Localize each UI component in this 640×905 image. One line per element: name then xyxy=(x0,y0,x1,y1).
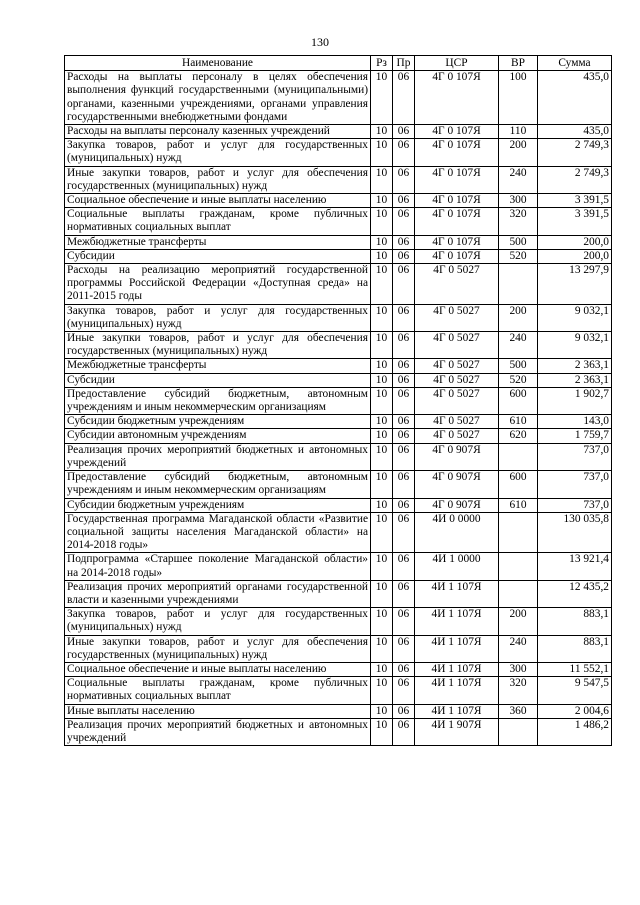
cell-csr: 4Г 0 107Я xyxy=(415,235,499,249)
cell-csr: 4И 1 107Я xyxy=(415,580,499,607)
table-row xyxy=(65,704,612,718)
cell-vr: 620 xyxy=(499,429,538,443)
cell-sum: 13 921,4 xyxy=(538,553,612,580)
cell-name: Расходы на выплаты персоналу казенных учреждений xyxy=(65,125,371,139)
cell-vr: 610 xyxy=(499,498,538,512)
cell-csr: 4И 1 107Я xyxy=(415,662,499,676)
cell-sum: 435,0 xyxy=(538,71,612,125)
cell-name: Реализация прочих мероприятий бюджетных и автономных учреждений xyxy=(65,718,371,745)
cell-vr: 520 xyxy=(499,249,538,263)
cell-rz: 10 xyxy=(371,580,393,607)
table-row xyxy=(65,264,612,305)
cell-sum: 883,1 xyxy=(538,635,612,662)
cell-pr: 06 xyxy=(393,429,415,443)
header-vr: ВР xyxy=(499,56,538,71)
cell-vr: 520 xyxy=(499,373,538,387)
cell-csr: 4И 1 107Я xyxy=(415,677,499,704)
cell-pr: 06 xyxy=(393,125,415,139)
cell-pr: 06 xyxy=(393,580,415,607)
cell-name: Иные закупки товаров, работ и услуг для обеспечения государственных (муниципальных) нужд xyxy=(65,166,371,193)
cell-pr: 06 xyxy=(393,498,415,512)
cell-csr: 4Г 0 907Я xyxy=(415,498,499,512)
table-row xyxy=(65,235,612,249)
cell-csr: 4Г 0 107Я xyxy=(415,194,499,208)
cell-sum: 737,0 xyxy=(538,471,612,498)
cell-vr: 240 xyxy=(499,635,538,662)
page-number: 130 xyxy=(311,35,329,49)
cell-pr: 06 xyxy=(393,166,415,193)
cell-rz: 10 xyxy=(371,704,393,718)
cell-vr: 100 xyxy=(499,71,538,125)
table-row xyxy=(65,359,612,373)
cell-vr xyxy=(499,512,538,553)
cell-sum: 11 552,1 xyxy=(538,662,612,676)
table-row xyxy=(65,373,612,387)
table-row xyxy=(65,166,612,193)
cell-name: Межбюджетные трансферты xyxy=(65,359,371,373)
cell-name: Закупка товаров, работ и услуг для государственных (муниципальных) нужд xyxy=(65,139,371,166)
cell-vr xyxy=(499,580,538,607)
cell-name: Социальные выплаты гражданам, кроме публичных нормативных социальных выплат xyxy=(65,677,371,704)
cell-pr: 06 xyxy=(393,718,415,745)
table-row xyxy=(65,304,612,331)
cell-rz: 10 xyxy=(371,235,393,249)
cell-name: Предоставление субсидий бюджетным, автономным учреждениям и иным некоммерческим организациям xyxy=(65,471,371,498)
cell-csr: 4Г 0 907Я xyxy=(415,471,499,498)
table-body xyxy=(65,71,612,746)
cell-csr: 4Г 0 107Я xyxy=(415,71,499,125)
cell-pr: 06 xyxy=(393,677,415,704)
cell-sum: 1 759,7 xyxy=(538,429,612,443)
cell-rz: 10 xyxy=(371,71,393,125)
cell-csr: 4И 1 107Я xyxy=(415,608,499,635)
table-row xyxy=(65,608,612,635)
cell-csr: 4Г 0 5027 xyxy=(415,373,499,387)
cell-name: Субсидии бюджетным учреждениям xyxy=(65,415,371,429)
table-row xyxy=(65,125,612,139)
cell-vr: 240 xyxy=(499,166,538,193)
cell-csr: 4Г 0 107Я xyxy=(415,139,499,166)
cell-vr: 200 xyxy=(499,304,538,331)
cell-name: Реализация прочих мероприятий бюджетных и автономных учреждений xyxy=(65,443,371,470)
cell-rz: 10 xyxy=(371,429,393,443)
table-header xyxy=(65,56,612,71)
table-row xyxy=(65,498,612,512)
table-row xyxy=(65,512,612,553)
cell-rz: 10 xyxy=(371,677,393,704)
cell-vr xyxy=(499,264,538,305)
cell-rz: 10 xyxy=(371,635,393,662)
cell-vr: 300 xyxy=(499,194,538,208)
cell-name: Субсидии xyxy=(65,249,371,263)
cell-vr: 600 xyxy=(499,387,538,414)
cell-vr: 110 xyxy=(499,125,538,139)
cell-name: Субсидии xyxy=(65,373,371,387)
cell-sum: 435,0 xyxy=(538,125,612,139)
cell-sum: 2 749,3 xyxy=(538,166,612,193)
cell-vr: 360 xyxy=(499,704,538,718)
cell-pr: 06 xyxy=(393,415,415,429)
table-row xyxy=(65,71,612,125)
cell-rz: 10 xyxy=(371,662,393,676)
cell-name: Социальное обеспечение и иные выплаты населению xyxy=(65,662,371,676)
cell-rz: 10 xyxy=(371,125,393,139)
cell-pr: 06 xyxy=(393,471,415,498)
cell-rz: 10 xyxy=(371,373,393,387)
cell-name: Реализация прочих мероприятий органами государственной власти и казенными учреждениями xyxy=(65,580,371,607)
cell-pr: 06 xyxy=(393,235,415,249)
cell-name: Межбюджетные трансферты xyxy=(65,235,371,249)
cell-pr: 06 xyxy=(393,208,415,235)
cell-vr: 200 xyxy=(499,139,538,166)
cell-name: Предоставление субсидий бюджетным, автономным учреждениям и иным некоммерческим организациям xyxy=(65,387,371,414)
cell-vr: 600 xyxy=(499,471,538,498)
cell-pr: 06 xyxy=(393,71,415,125)
table-row xyxy=(65,553,612,580)
table-row xyxy=(65,471,612,498)
cell-vr: 320 xyxy=(499,208,538,235)
cell-pr: 06 xyxy=(393,608,415,635)
cell-rz: 10 xyxy=(371,718,393,745)
cell-vr xyxy=(499,443,538,470)
cell-csr: 4И 1 907Я xyxy=(415,718,499,745)
cell-pr: 06 xyxy=(393,359,415,373)
cell-sum: 130 035,8 xyxy=(538,512,612,553)
table-row xyxy=(65,429,612,443)
cell-vr xyxy=(499,553,538,580)
cell-pr: 06 xyxy=(393,373,415,387)
cell-vr: 240 xyxy=(499,332,538,359)
cell-pr: 06 xyxy=(393,194,415,208)
cell-rz: 10 xyxy=(371,249,393,263)
table-row xyxy=(65,635,612,662)
budget-table xyxy=(64,55,612,746)
cell-name: Подпрограмма «Старшее поколение Магаданской области» на 2014-2018 годы» xyxy=(65,553,371,580)
cell-pr: 06 xyxy=(393,662,415,676)
cell-name: Расходы на выплаты персоналу в целях обеспечения выполнения функций государственными (муниципальными) органами, казенными учреждениями, органами управления государственными внебюджетными фондами xyxy=(65,71,371,125)
cell-rz: 10 xyxy=(371,304,393,331)
table-row xyxy=(65,208,612,235)
cell-pr: 06 xyxy=(393,264,415,305)
cell-pr: 06 xyxy=(393,553,415,580)
cell-name: Субсидии бюджетным учреждениям xyxy=(65,498,371,512)
table-row xyxy=(65,662,612,676)
cell-rz: 10 xyxy=(371,139,393,166)
cell-sum: 1 486,2 xyxy=(538,718,612,745)
cell-name: Социальное обеспечение и иные выплаты населению xyxy=(65,194,371,208)
header-csr: ЦСР xyxy=(415,56,499,71)
cell-sum: 883,1 xyxy=(538,608,612,635)
cell-rz: 10 xyxy=(371,512,393,553)
cell-vr xyxy=(499,718,538,745)
cell-vr: 200 xyxy=(499,608,538,635)
cell-csr: 4И 0 0000 xyxy=(415,512,499,553)
cell-csr: 4Г 0 107Я xyxy=(415,249,499,263)
cell-pr: 06 xyxy=(393,704,415,718)
header-pr: Пр xyxy=(393,56,415,71)
cell-vr: 320 xyxy=(499,677,538,704)
cell-rz: 10 xyxy=(371,194,393,208)
cell-pr: 06 xyxy=(393,635,415,662)
cell-pr: 06 xyxy=(393,249,415,263)
table-row xyxy=(65,580,612,607)
cell-name: Субсидии автономным учреждениям xyxy=(65,429,371,443)
cell-csr: 4И 1 107Я xyxy=(415,635,499,662)
cell-sum: 9 032,1 xyxy=(538,304,612,331)
cell-sum: 1 902,7 xyxy=(538,387,612,414)
cell-rz: 10 xyxy=(371,415,393,429)
header-rz: Рз xyxy=(371,56,393,71)
cell-sum: 200,0 xyxy=(538,249,612,263)
cell-pr: 06 xyxy=(393,443,415,470)
cell-name: Социальные выплаты гражданам, кроме публичных нормативных социальных выплат xyxy=(65,208,371,235)
cell-rz: 10 xyxy=(371,359,393,373)
cell-name: Закупка товаров, работ и услуг для государственных (муниципальных) нужд xyxy=(65,304,371,331)
cell-sum: 3 391,5 xyxy=(538,208,612,235)
cell-name: Иные выплаты населению xyxy=(65,704,371,718)
cell-pr: 06 xyxy=(393,387,415,414)
table-row xyxy=(65,718,612,745)
cell-rz: 10 xyxy=(371,208,393,235)
cell-csr: 4Г 0 5027 xyxy=(415,387,499,414)
cell-sum: 2 363,1 xyxy=(538,373,612,387)
cell-csr: 4Г 0 5027 xyxy=(415,359,499,373)
cell-csr: 4И 1 107Я xyxy=(415,704,499,718)
cell-csr: 4Г 0 5027 xyxy=(415,332,499,359)
cell-rz: 10 xyxy=(371,608,393,635)
cell-sum: 9 032,1 xyxy=(538,332,612,359)
cell-sum: 12 435,2 xyxy=(538,580,612,607)
cell-rz: 10 xyxy=(371,387,393,414)
table-row xyxy=(65,677,612,704)
cell-sum: 200,0 xyxy=(538,235,612,249)
cell-csr: 4Г 0 107Я xyxy=(415,125,499,139)
cell-sum: 143,0 xyxy=(538,415,612,429)
cell-csr: 4Г 0 107Я xyxy=(415,208,499,235)
header-sum: Сумма xyxy=(538,56,612,71)
table-row xyxy=(65,387,612,414)
cell-pr: 06 xyxy=(393,139,415,166)
cell-name: Закупка товаров, работ и услуг для государственных (муниципальных) нужд xyxy=(65,608,371,635)
cell-csr: 4Г 0 107Я xyxy=(415,166,499,193)
cell-vr: 500 xyxy=(499,235,538,249)
cell-vr: 500 xyxy=(499,359,538,373)
cell-name: Иные закупки товаров, работ и услуг для обеспечения государственных (муниципальных) нужд xyxy=(65,635,371,662)
cell-rz: 10 xyxy=(371,471,393,498)
cell-rz: 10 xyxy=(371,264,393,305)
cell-csr: 4И 1 0000 xyxy=(415,553,499,580)
cell-csr: 4Г 0 5027 xyxy=(415,415,499,429)
cell-pr: 06 xyxy=(393,304,415,331)
cell-name: Иные закупки товаров, работ и услуг для обеспечения государственных (муниципальных) нужд xyxy=(65,332,371,359)
cell-csr: 4Г 0 5027 xyxy=(415,429,499,443)
cell-sum: 2 749,3 xyxy=(538,139,612,166)
cell-sum: 3 391,5 xyxy=(538,194,612,208)
cell-sum: 2 004,6 xyxy=(538,704,612,718)
cell-name: Расходы на реализацию мероприятий государственной программы Российской Федерации «Доступная среда» на 2011-2015 годы xyxy=(65,264,371,305)
cell-csr: 4Г 0 5027 xyxy=(415,304,499,331)
cell-rz: 10 xyxy=(371,553,393,580)
cell-rz: 10 xyxy=(371,498,393,512)
cell-sum: 9 547,5 xyxy=(538,677,612,704)
cell-vr: 300 xyxy=(499,662,538,676)
cell-sum: 737,0 xyxy=(538,498,612,512)
table-row xyxy=(65,332,612,359)
cell-csr: 4Г 0 907Я xyxy=(415,443,499,470)
cell-rz: 10 xyxy=(371,332,393,359)
cell-pr: 06 xyxy=(393,512,415,553)
header-row xyxy=(65,56,612,71)
table-row xyxy=(65,443,612,470)
header-name: Наименование xyxy=(65,56,371,71)
cell-sum: 737,0 xyxy=(538,443,612,470)
cell-rz: 10 xyxy=(371,443,393,470)
cell-sum: 2 363,1 xyxy=(538,359,612,373)
table-row xyxy=(65,249,612,263)
cell-rz: 10 xyxy=(371,166,393,193)
cell-csr: 4Г 0 5027 xyxy=(415,264,499,305)
cell-sum: 13 297,9 xyxy=(538,264,612,305)
cell-vr: 610 xyxy=(499,415,538,429)
cell-name: Государственная программа Магаданской области «Развитие социальной защиты населения Магаданской области» на 2014-2018 годы» xyxy=(65,512,371,553)
table-row xyxy=(65,194,612,208)
table-row xyxy=(65,415,612,429)
table-row xyxy=(65,139,612,166)
cell-pr: 06 xyxy=(393,332,415,359)
